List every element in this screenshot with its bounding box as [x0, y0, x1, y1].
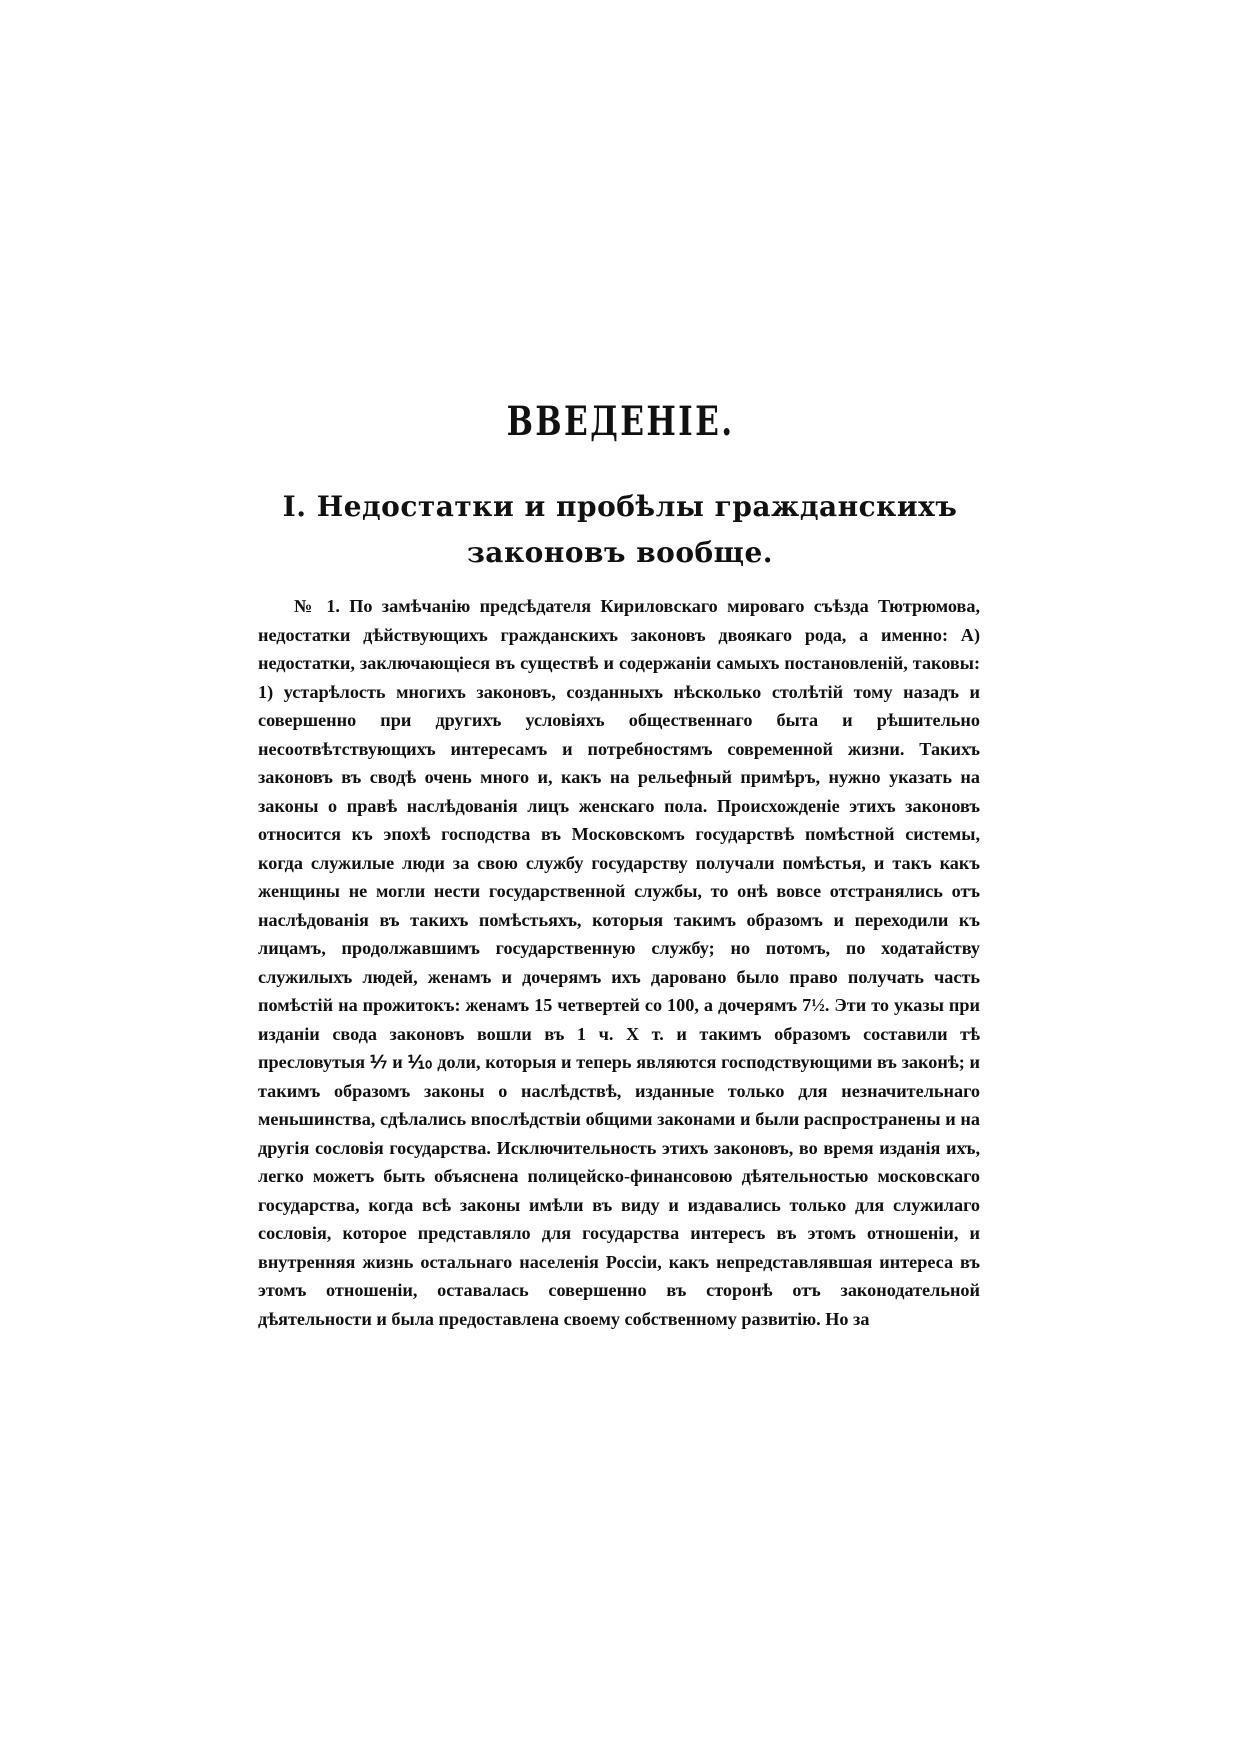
- paragraph-number: № 1.: [294, 596, 340, 616]
- section-heading: I. Недостатки и пробѣлы гражданскихъ законовъ вообще.: [282, 490, 958, 569]
- body-paragraph: [258, 592, 980, 1333]
- page-title: ВВЕДЕНІЕ.: [506, 398, 735, 445]
- paragraph-text: По замѣчанію предсѣдателя Кириловскаго мироваго съѣзда Тютрюмова, недостатки дѣйствующихъ гражданскихъ законовъ двоякаго рода, а именно: А) недостатки, заключающіеся въ существѣ и содержаніи самыхъ постановленій, таковы: 1) устарѣлость многихъ законовъ, созданныхъ нѣсколько столѣтій тому назадъ и совершенно при другихъ условіяхъ общественнаго быта и рѣшительно несоотвѣтствующихъ интересамъ и потребностямъ современной жизни. Такихъ законовъ въ сводѣ очень много и, какъ на рельефный примѣръ, нужно указать на законы о правѣ наслѣдованія лицъ женскаго пола. Происхожденіе этихъ законовъ относится къ эпохѣ господства въ Московскомъ государствѣ помѣстной системы, когда служилые люди за свою службу государству получали помѣстья, и такъ какъ женщины не могли нести государственной службы, то онѣ вовсе отстранялись отъ наслѣдованія въ такихъ помѣстьяхъ, которыя такимъ образомъ и переходили къ лицамъ, продолжавшимъ государственную службу; но потомъ, по ходатайству служилыхъ людей, женамъ и дочерямъ ихъ даровано было право получать часть помѣстій на прожитокъ: женамъ 15 четвертей со 100, а дочерямъ 7½. Эти то указы при изданіи свода законовъ вошли въ 1 ч. X т. и такимъ образомъ составили тѣ пресловутыя ⅐ и ⅒ доли, которыя и теперь являются господствующими въ законѣ; и такимъ образомъ законы о наслѣдствѣ, изданные только для незначительнаго меньшинства, сдѣлались впослѣдствіи общими законами и были распространены и на другія сословія государства. Исключительность этихъ законовъ, во время изданія ихъ, легко можетъ быть объяснена полицейско-финансовою дѣятельностью московскаго государства, когда всѣ законы имѣли въ виду и издавались только для служилаго сословія, которое представляло для государства интересъ въ этомъ отношеніи, и внутренняя жизнь остальнаго населенія Россіи, какъ непредставлявшая интереса въ этомъ отношеніи, оставалась совершенно въ сторонѣ отъ законодательной дѣятельности и была предоставлена своему собственному развитію. Но за: [258, 596, 981, 1329]
